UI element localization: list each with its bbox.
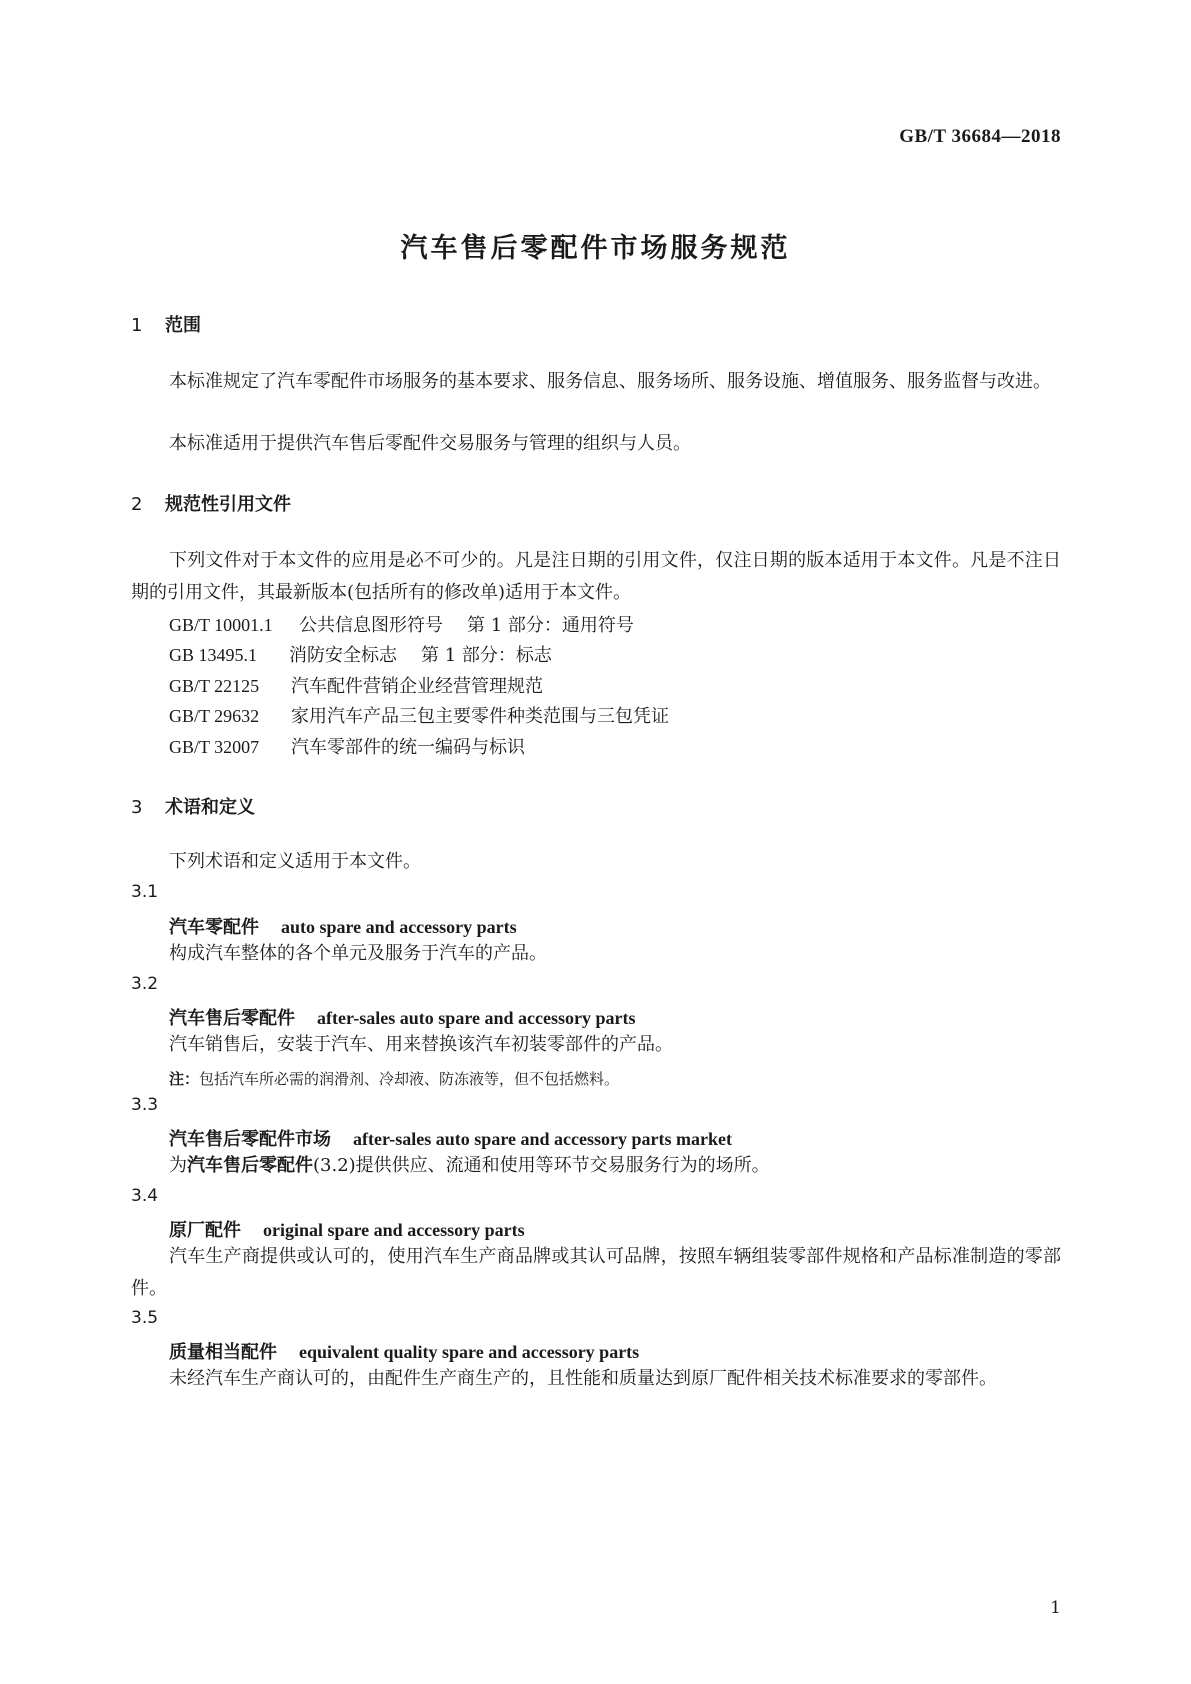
term-definition: 汽车销售后，安装于汽车、用来替换该汽车初装零部件的产品。	[169, 1034, 673, 1055]
reference-code: GB 13495.1	[169, 645, 258, 665]
term-chinese: 汽车售后零配件	[169, 1008, 295, 1029]
document-title: 汽车售后零配件市场服务规范	[400, 233, 791, 264]
note-text: 包括汽车所必需的润滑剂、冷却液、防冻液等，但不包括燃料。	[199, 1070, 620, 1088]
term-entry	[169, 913, 517, 939]
term-entry	[169, 1216, 525, 1242]
term-english: original spare and accessory parts	[263, 1220, 525, 1240]
term-english: equivalent quality spare and accessory parts	[299, 1342, 640, 1362]
reference-item	[169, 702, 669, 728]
term-number: 3.1	[131, 882, 159, 902]
reference-code: GB/T 32007	[169, 737, 260, 757]
term-english: after-sales auto spare and accessory parts	[317, 1008, 636, 1028]
term-number: 3.5	[131, 1308, 159, 1328]
reference-item	[169, 611, 634, 637]
term-number: 3.4	[131, 1186, 159, 1206]
reference-item	[169, 672, 543, 698]
reference-part: 第 1 部分：通用符号	[467, 615, 634, 636]
standard-code: GB/T 36684—2018	[899, 126, 1061, 147]
term-definition: 未经汽车生产商认可的，由配件生产商生产的，且性能和质量达到原厂配件相关技术标准要求的零部件。	[169, 1368, 997, 1389]
term-chinese: 汽车零配件	[169, 917, 259, 938]
terms-intro: 下列术语和定义适用于本文件。	[169, 851, 421, 872]
definition-rest: (3.2)提供供应、流通和使用等环节交易服务行为的场所。	[313, 1155, 770, 1176]
references-intro: 下列文件对于本文件的应用是必不可少的。凡是注日期的引用文件，仅注日期的版本适用于本文件。凡是不注日期的引用文件，其最新版本(包括所有的修改单)适用于本文件。	[131, 550, 1061, 603]
definition-prefix: 为	[169, 1155, 187, 1176]
reference-title: 公共信息图形符号	[299, 615, 443, 636]
term-chinese: 质量相当配件	[169, 1342, 277, 1363]
section-title: 术语和定义	[165, 797, 255, 818]
reference-item	[169, 733, 525, 759]
section-heading-3	[131, 793, 255, 819]
term-entry	[169, 1338, 639, 1364]
reference-title: 消防安全标志	[289, 645, 397, 666]
term-definition	[169, 1150, 1061, 1182]
term-chinese: 原厂配件	[169, 1220, 241, 1241]
scope-paragraph-2: 本标准适用于提供汽车售后零配件交易服务与管理的组织与人员。	[169, 433, 691, 454]
scope-paragraph-1: 本标准规定了汽车零配件市场服务的基本要求、服务信息、服务场所、服务设施、增值服务、服务监督与改进。	[169, 371, 1051, 392]
note-label: 注：	[169, 1070, 200, 1088]
page-number: 1	[1050, 1598, 1061, 1618]
reference-item	[169, 641, 552, 667]
term-definition: 汽车生产商提供或认可的，使用汽车生产商品牌或其认可品牌，按照车辆组装零部件规格和产品标准制造的零部件。	[131, 1246, 1061, 1299]
reference-title: 家用汽车产品三包主要零件种类范围与三包凭证	[291, 706, 669, 727]
definition-cross-reference: 汽车售后零配件	[187, 1155, 313, 1176]
term-definition: 构成汽车整体的各个单元及服务于汽车的产品。	[169, 943, 547, 964]
section-number: 1	[131, 315, 143, 336]
section-title: 规范性引用文件	[165, 494, 291, 515]
reference-part: 第 1 部分：标志	[421, 645, 552, 666]
term-english: after-sales auto spare and accessory parts market	[353, 1129, 732, 1149]
section-heading-2	[131, 490, 291, 516]
section-number: 3	[131, 797, 143, 818]
term-entry	[169, 1125, 732, 1151]
reference-code: GB/T 10001.1	[169, 615, 273, 635]
term-number: 3.3	[131, 1095, 159, 1115]
reference-title: 汽车零部件的统一编码与标识	[291, 737, 525, 758]
reference-code: GB/T 22125	[169, 676, 260, 696]
section-title: 范围	[165, 315, 201, 336]
section-heading-1	[131, 311, 201, 337]
term-english: auto spare and accessory parts	[281, 917, 517, 937]
reference-title: 汽车配件营销企业经营管理规范	[291, 676, 543, 697]
section-number: 2	[131, 494, 143, 515]
term-entry	[169, 1004, 635, 1030]
term-number: 3.2	[131, 974, 159, 994]
reference-code: GB/T 29632	[169, 706, 260, 726]
term-note	[169, 1068, 619, 1089]
term-chinese: 汽车售后零配件市场	[169, 1129, 331, 1150]
